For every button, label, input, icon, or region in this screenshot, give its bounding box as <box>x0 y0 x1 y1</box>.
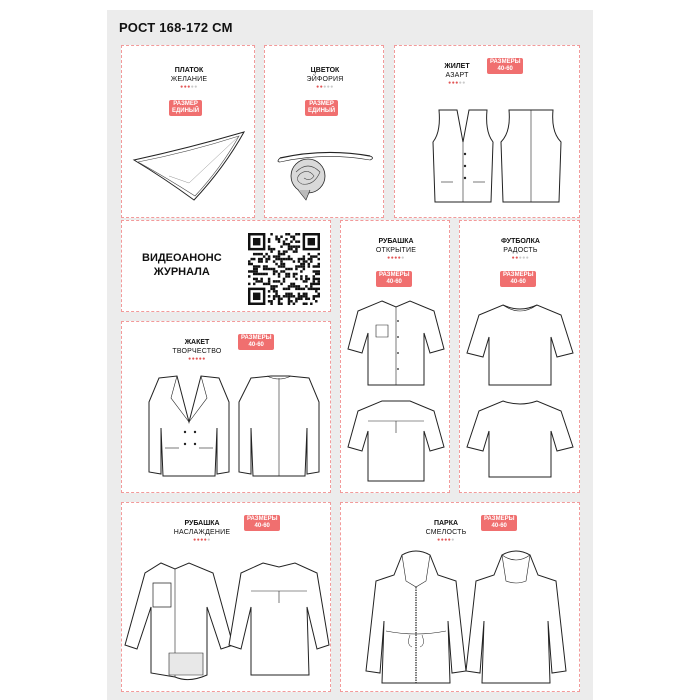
rating-dot-empty: ● <box>190 84 195 90</box>
rating-dot-filled: ● <box>451 80 456 86</box>
rating-dot-filled: ● <box>183 84 188 90</box>
card-label <box>162 519 242 544</box>
card-title: ПАРКА <box>433 520 459 527</box>
rating-dot-filled: ● <box>515 255 519 261</box>
rating-dot-filled: ● <box>394 255 398 261</box>
card-title: ФУТБОЛКА <box>501 238 540 245</box>
card-label <box>162 338 232 363</box>
card-scarf[interactable] <box>121 45 255 218</box>
card-video-promo[interactable] <box>121 220 331 312</box>
card-vest[interactable] <box>394 45 580 218</box>
rating-dot-filled: ● <box>200 537 204 543</box>
card-title: ПЛАТОК <box>174 67 204 74</box>
rating-dot-filled: ● <box>387 255 391 261</box>
card-subtitle: АЗАРТ <box>445 72 469 79</box>
difficulty-rating <box>162 537 242 544</box>
rating-dot-filled: ● <box>316 84 320 90</box>
rating-dot-filled: ● <box>397 255 402 261</box>
rating-dot-empty: ● <box>525 255 530 261</box>
rating-dot-filled: ● <box>202 356 206 362</box>
difficulty-rating <box>122 84 256 91</box>
card-label <box>122 66 256 91</box>
card-title: ЖИЛЕТ <box>444 63 470 70</box>
rating-dot-filled: ● <box>390 255 395 261</box>
card-subtitle: ЖЕЛАНИЕ <box>170 76 208 83</box>
rating-dot-empty: ● <box>518 255 523 261</box>
rating-dot-filled: ● <box>437 537 441 543</box>
card-shirt-naslazhdenie[interactable] <box>121 502 331 692</box>
size-badge: РАЗМЕРЫ 40-60 <box>238 334 274 350</box>
rating-dot-empty: ● <box>330 84 334 90</box>
difficulty-rating <box>162 356 232 363</box>
rating-dot-empty: ● <box>207 537 211 543</box>
rating-dot-filled: ● <box>319 84 324 90</box>
rating-dot-filled: ● <box>198 356 203 362</box>
card-subtitle: НАСЛАЖДЕНИЕ <box>173 529 231 536</box>
rating-dot-filled: ● <box>455 80 459 86</box>
difficulty-rating <box>265 84 385 91</box>
card-jacket[interactable] <box>121 321 331 493</box>
long-sleeve-shirt-icon <box>129 557 325 687</box>
rating-dot-filled: ● <box>195 356 199 362</box>
difficulty-rating <box>460 255 581 262</box>
rating-dot-empty: ● <box>451 537 455 543</box>
rating-dot-empty: ● <box>401 255 405 261</box>
rating-dot-filled: ● <box>188 356 192 362</box>
rating-dot-filled: ● <box>193 537 197 543</box>
vest-icon <box>403 102 573 212</box>
card-shirt-otkrytie[interactable] <box>340 220 450 493</box>
rating-dot-filled: ● <box>511 255 516 261</box>
rating-dot-filled: ● <box>187 84 191 90</box>
rating-dot-empty: ● <box>323 84 327 90</box>
card-label <box>265 66 385 91</box>
rating-dot-filled: ● <box>444 537 448 543</box>
rating-dot-filled: ● <box>180 84 184 90</box>
rating-dot-empty: ● <box>522 255 526 261</box>
size-badge: РАЗМЕРЫ 40-60 <box>376 271 412 287</box>
card-title: ЖАКЕТ <box>184 339 210 346</box>
rating-dot-filled: ● <box>440 537 445 543</box>
promo-text: ВИДЕОАНОНС ЖУРНАЛА <box>142 252 222 278</box>
card-label <box>341 237 451 262</box>
card-title: РУБАШКА <box>378 238 414 245</box>
jacket-icon <box>129 372 325 482</box>
page-title: РОСТ 168-172 СМ <box>119 20 233 35</box>
card-label <box>411 519 481 544</box>
card-flower[interactable] <box>264 45 384 218</box>
rating-dot-filled: ● <box>447 537 452 543</box>
rating-dot-empty: ● <box>462 80 466 86</box>
size-badge: РАЗМЕР ЕДИНЫЙ <box>169 100 202 116</box>
difficulty-rating <box>435 80 479 87</box>
card-subtitle: ЭЙФОРИЯ <box>306 76 344 83</box>
difficulty-rating <box>411 537 481 544</box>
size-badge: РАЗМЕР ЕДИНЫЙ <box>305 100 338 116</box>
rating-dot-filled: ● <box>191 356 196 362</box>
short-sleeve-shirt-icon <box>346 297 446 487</box>
scarf-icon <box>129 128 249 208</box>
card-tshirt[interactable] <box>459 220 580 493</box>
card-label <box>460 237 581 262</box>
card-subtitle: СМЕЛОСТЬ <box>425 529 467 536</box>
rating-dot-empty: ● <box>458 80 463 86</box>
tshirt-icon <box>465 297 575 487</box>
card-title: РУБАШКА <box>184 520 220 527</box>
rating-dot-filled: ● <box>196 537 201 543</box>
card-subtitle: ТВОРЧЕСТВО <box>172 348 222 355</box>
flower-choker-icon <box>270 138 380 208</box>
rating-dot-filled: ● <box>203 537 208 543</box>
difficulty-rating <box>341 255 451 262</box>
card-label <box>435 62 479 87</box>
card-subtitle: ОТКРЫТИЕ <box>375 247 417 254</box>
parka-icon <box>346 551 576 689</box>
size-badge: РАЗМЕРЫ 40-60 <box>244 515 280 531</box>
rating-dot-filled: ● <box>448 80 452 86</box>
card-parka[interactable] <box>340 502 580 692</box>
size-badge: РАЗМЕРЫ 40-60 <box>481 515 517 531</box>
rating-dot-empty: ● <box>326 84 331 90</box>
size-badge: РАЗМЕРЫ 40-60 <box>487 58 523 74</box>
size-badge: РАЗМЕРЫ 40-60 <box>500 271 536 287</box>
catalog-page <box>107 10 593 700</box>
card-title: ЦВЕТОК <box>310 67 340 74</box>
rating-dot-empty: ● <box>194 84 198 90</box>
qr-code-icon[interactable] <box>248 233 320 305</box>
card-subtitle: РАДОСТЬ <box>503 247 538 254</box>
